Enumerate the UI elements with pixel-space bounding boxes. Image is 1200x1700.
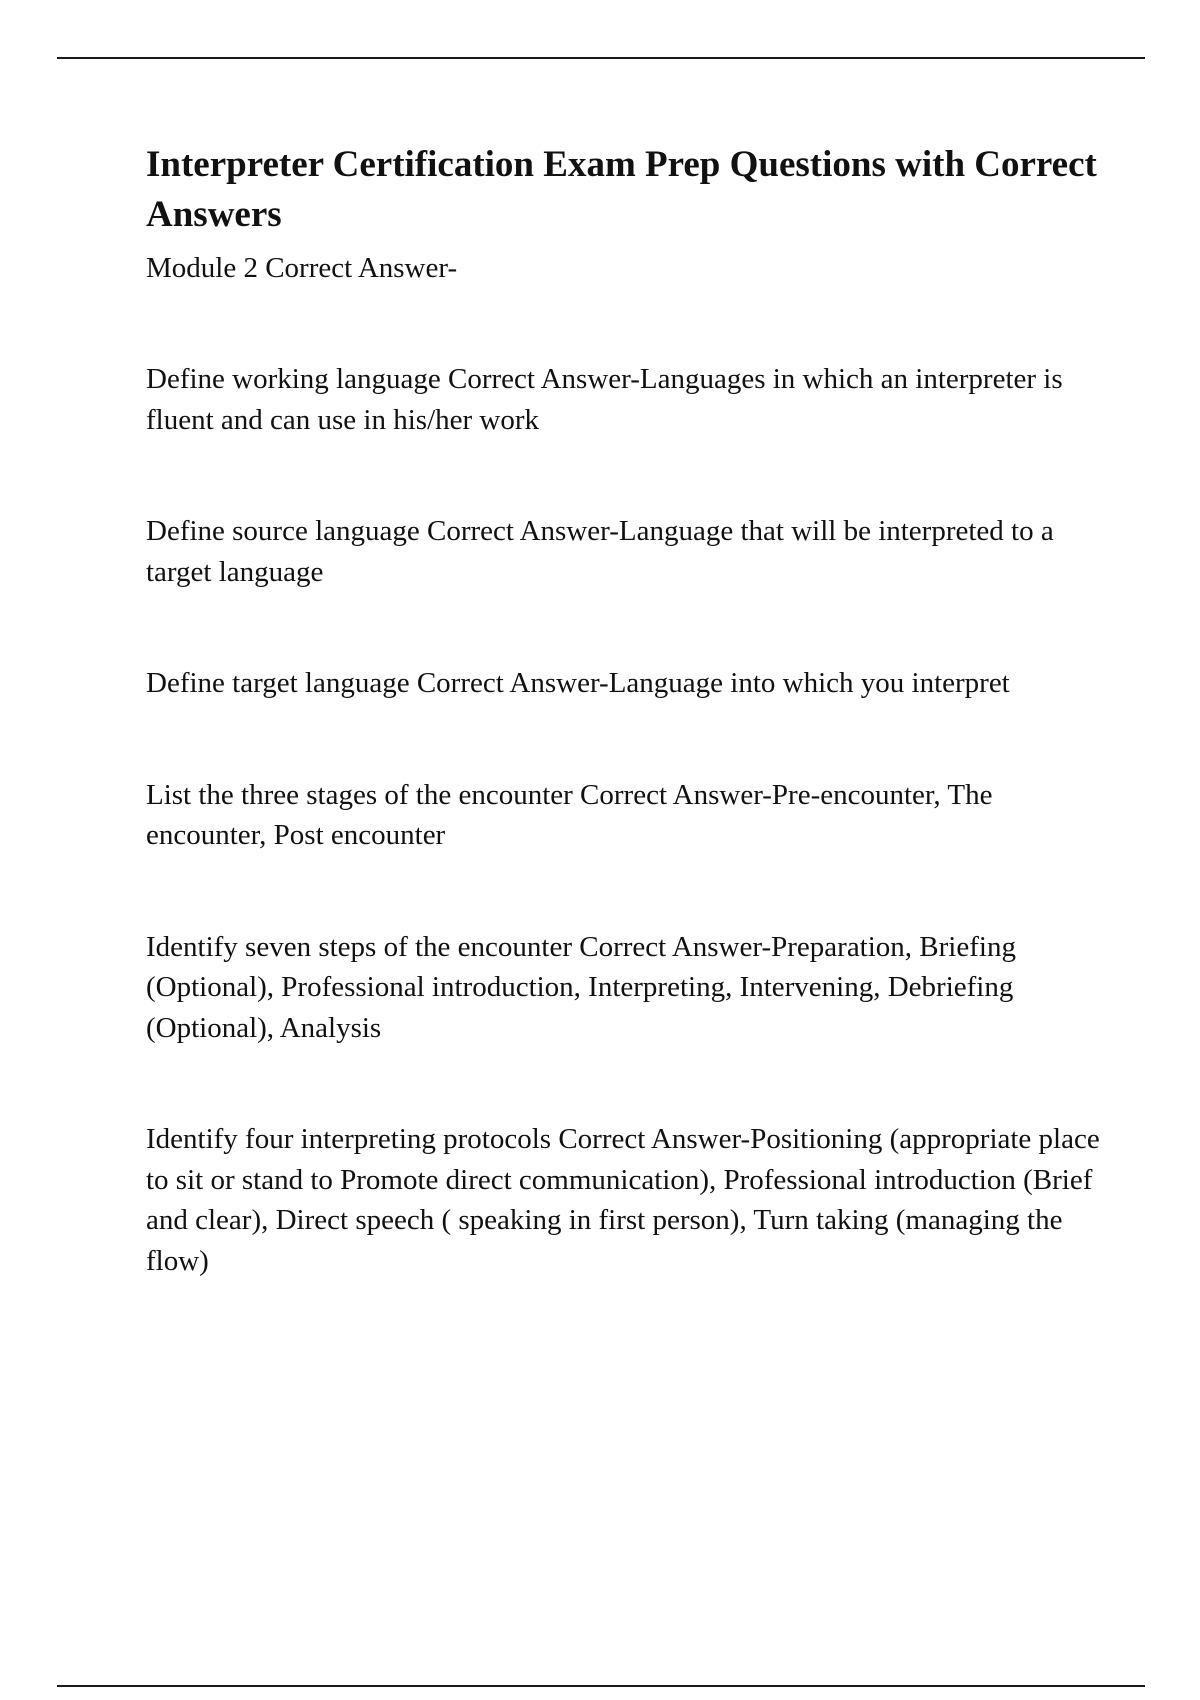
qa-item: Define working language Correct Answer-Languages in which an interpreter is fluent and can use in his/her work: [146, 363, 1063, 436]
qa-item: Define source language Correct Answer-Language that will be interpreted to a target language: [146, 515, 1054, 588]
header-rule: [57, 57, 1145, 59]
qa-list: [146, 359, 1106, 1281]
document-title: Interpreter Certification Exam Prep Questions with Correct Answers: [146, 144, 1097, 235]
qa-item: Define target language Correct Answer-Language into which you interpret: [146, 667, 1010, 699]
module-heading: Module 2 Correct Answer-: [146, 252, 458, 284]
qa-item: Identify seven steps of the encounter Correct Answer-Preparation, Briefing (Optional), Professional introduction, Interpreting, Intervening, Debriefing (Optional), Analysis: [146, 930, 1016, 1044]
qa-item: Identify four interpreting protocols Correct Answer-Positioning (appropriate place to sit or stand to Promote direct communication), Professional introduction (Brief and clear), Direct speech ( speaking in first person), Turn taking (managing the flow): [146, 1123, 1100, 1277]
document-body: [146, 140, 1106, 1352]
qa-item: List the three stages of the encounter Correct Answer-Pre-encounter, The encounter, Post encounter: [146, 778, 993, 851]
footer-rule: [57, 1685, 1145, 1687]
